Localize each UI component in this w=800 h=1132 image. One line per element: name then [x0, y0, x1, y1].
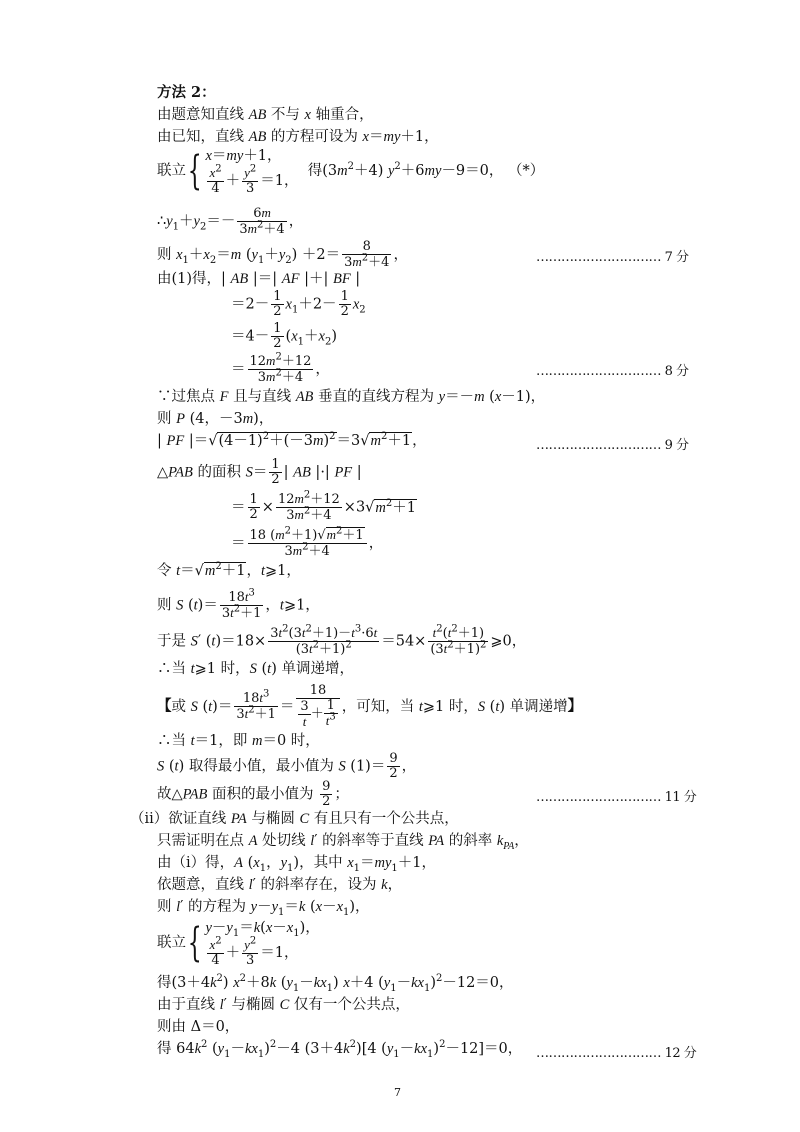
solution-line: 依题意，直线 l′ 的斜率存在，设为 k， [157, 877, 403, 893]
solution-line: 则由 Δ＝0， [157, 1019, 240, 1035]
score-marker: ………………………… 9 分 [536, 438, 689, 453]
solution-line: | PF $|=√(4-1)^2+(-3m)^2=3√m^2+1$， [157, 431, 427, 449]
solution-line: 由于直线 l′ 与椭圆 C 仅有一个公共点， [157, 997, 410, 1013]
equation-system-line: 联立{ x＝my＋1， $\frac{x^2}{4}$ ＋ $\frac{y^2}{3}$ ＝1， 得$(3m^2+4)$ $y^2+6my-9=0$， （*） [157, 148, 545, 196]
solution-line: ＝ $\frac{18 (m^2+1)√m^2+1}{3m^2+4}$ ， [231, 525, 384, 559]
method-heading: 方法 2： [157, 84, 216, 101]
solution-line: ＝ $\frac{12m^2+12}{3m^2+4}$ ， [231, 351, 330, 385]
score-marker: ………………………… 12 分 [536, 1046, 697, 1061]
solution-line: ∴当 t＝1，即 m＝0 时， [157, 733, 320, 749]
solution-line: ∴当 t⩾1 时，S (t) 单调递增， [157, 661, 354, 677]
solution-line: 由题意知直线 AB 不与 x 轴重合， [157, 107, 374, 123]
solution-line: 由（ⅰ）得，A ($x_1$，$y_1$)，其中 $x_1=my_1+1$， [157, 855, 437, 874]
solution-line: 则 S (t)＝ $\frac{18t^3}{3t^2+1}$ ，t⩾1， [157, 587, 320, 621]
solution-line: 故△PAB 面积的最小值为 $\frac{9}{2}$ ； [157, 779, 349, 809]
solution-line: 得 $64k^2$ $(y_1-kx_1)^2-4$ $(3+4k^2)[4$ $(y_1-kx_1)^2-12]=0$， [157, 1039, 523, 1060]
solution-line: ＝2－ $\frac{1}{2}$ $x_1+2-$ $\frac{1}{2}$ $x_2$ [231, 289, 366, 319]
part-label: （ⅱ）欲证直线 PA 与椭圆 C 有且只有一个公共点， [130, 811, 459, 827]
score-marker: ………………………… 11 分 [536, 790, 697, 805]
solution-line: 只需证明在点 A 处切线 l′ 的斜率等于直线 PA 的斜率 $k_{PA}$， [157, 833, 529, 852]
solution-line: △PAB 的面积 S＝ $\frac{1}{2}$ | AB |·| PF | [157, 457, 362, 487]
solution-line: ＝4－ $\frac{1}{2}$ $(x_1+x_2)$ [231, 321, 337, 351]
equation-system-line: 联立{ $y-y_1=k(x-x_1)$， $\frac{x^2}{4}$ ＋ $\frac{y^2}{3}$ ＝1， [157, 920, 320, 968]
solution-line: S (t) 取得最小值，最小值为 S (1)＝ $\frac{9}{2}$ ， [157, 751, 417, 781]
solution-line: ∵过焦点 F 且与直线 AB 垂直的直线方程为 y＝－m (x－1)， [157, 389, 546, 405]
solution-line: $\therefore y_1+y_2=-$ $\frac{6m}{3m^2+4}$ ， [157, 205, 304, 237]
solution-line: 由(1)得，| AB |＝| AF |＋| BF | [157, 271, 361, 287]
solution-line: 则 $x_1+x_2=m$ $(y_1+y_2) +2=$ $\frac{8}{3m^2+4}$ ， [157, 239, 408, 270]
score-marker: ………………………… 7 分 [536, 250, 689, 265]
solution-line: 【或 S (t)＝ $\frac{18t^3}{3t^2+1}$ ＝ 18 $\frac{3}{t}$ ＋ $\frac{1}{t^3}$ ，可知，当 t⩾1 时，S (t) 单调递增】 [157, 683, 583, 729]
solution-line: 由已知，直线 AB 的方程可设为 x＝my＋1， [157, 129, 439, 145]
solution-line: 令 $t=√m^2+1$，t⩾1， [157, 561, 301, 579]
solution-line: 得$(3+4k^2)$ $x^2+8k$ $(y_1-kx_1)$ x＋4 $(y_1-kx_1)^2-12=0$， [157, 973, 514, 994]
solution-line: ＝ $\frac{1}{2}$ × $\frac{12m^2+12}{3m^2+4}$ $\times 3√m^2+1$ [231, 489, 417, 523]
page-number: 7 [394, 1086, 401, 1099]
solution-line: 于是 S′ (t)＝18× $\frac{3t^2(3t^2+1)-t^3\cdot 6t}{(3t^2+1)^2}$ ＝54× $\frac{t^2(t^2+1)}{(3t^2+1)^2}$ ⩾0， [157, 623, 527, 657]
solution-line: 则 l′ 的方程为 $y-y_1=k$ $(x-x_1)$， [157, 899, 370, 918]
score-marker: ………………………… 8 分 [536, 364, 689, 379]
solution-line: 则 P (4，－3m)， [157, 411, 274, 427]
